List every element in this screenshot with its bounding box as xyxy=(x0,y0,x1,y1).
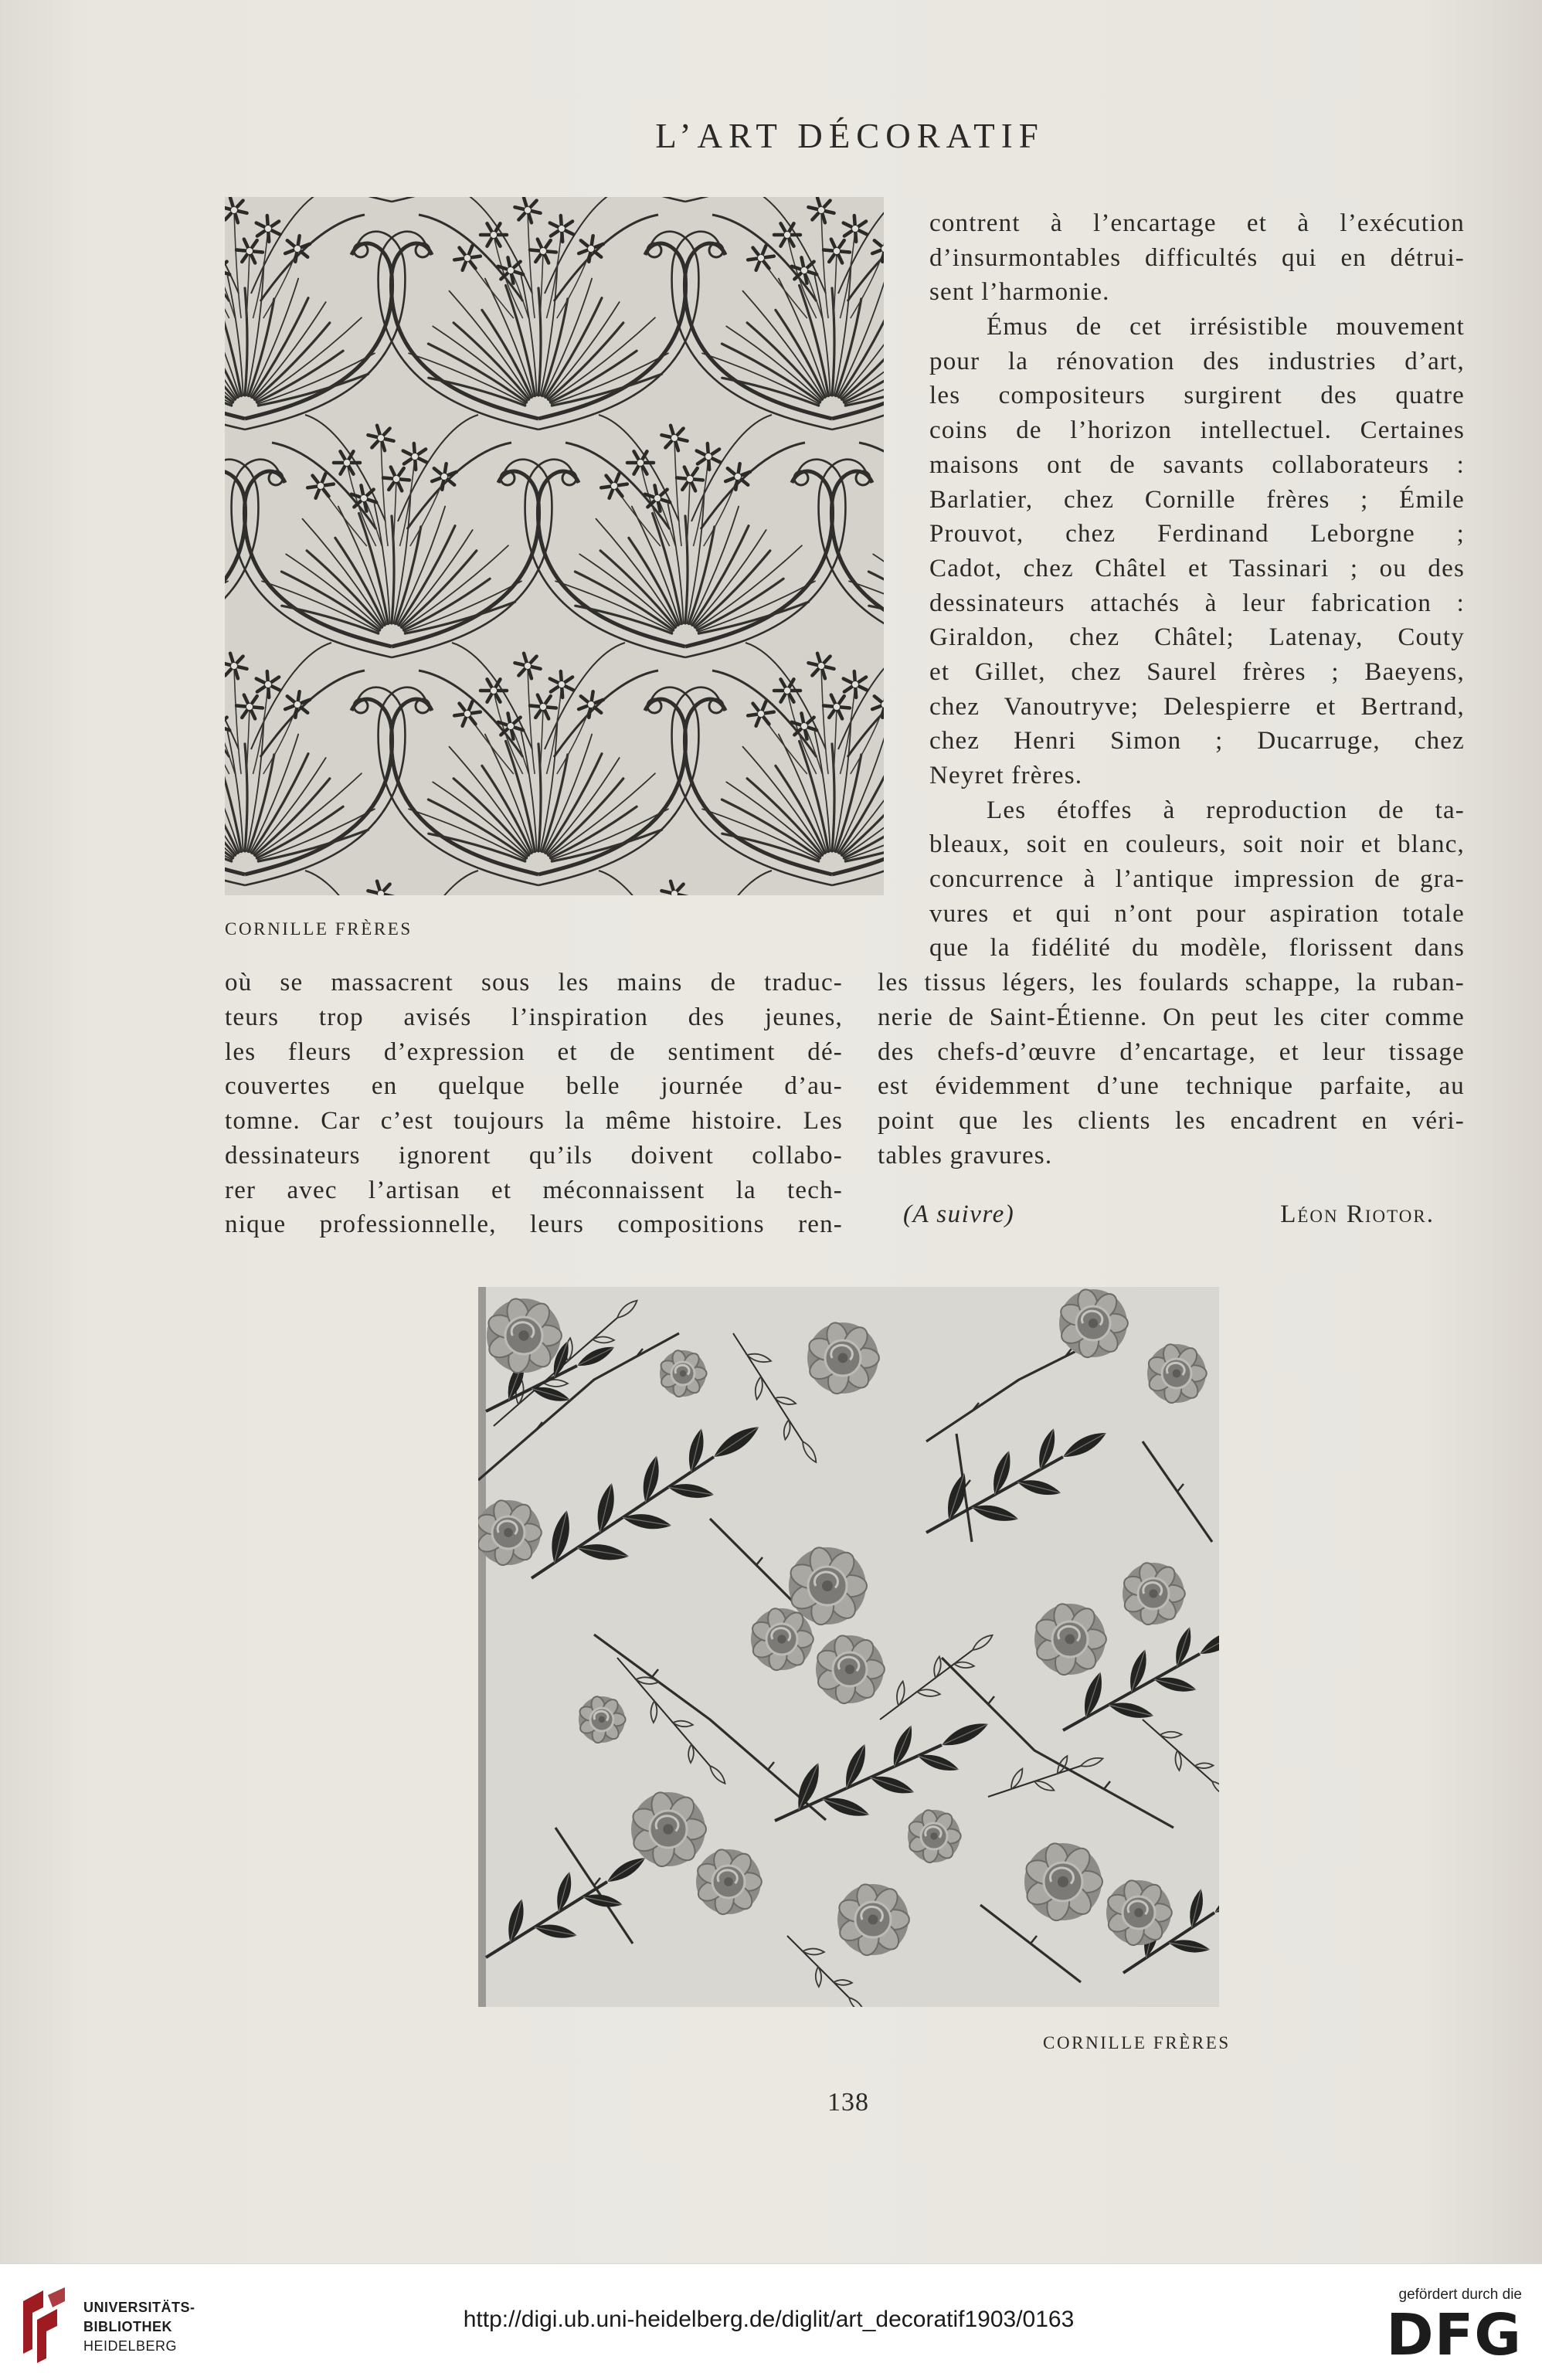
library-name xyxy=(83,2298,195,2356)
right-column-lower xyxy=(878,966,1465,1173)
text-line: des chefs-d’œuvre d’encartage, et leur tissage xyxy=(878,1037,1465,1066)
text-line: couvertes en quelque belle journée d’au- xyxy=(225,1072,843,1101)
text-line: rer avec l’artisan et méconnaissent la tech- xyxy=(225,1176,843,1204)
textile-rose-pattern-image xyxy=(478,1287,1219,2007)
text-line: nerie de Saint-Étienne. On peut les citer comme xyxy=(878,1003,1465,1032)
text-line: Les étoffes à reproduction de ta- xyxy=(987,796,1465,824)
text-line: bleaux, soit en couleurs, soit noir et blanc, xyxy=(929,830,1465,859)
funding-label: gefördert durch die xyxy=(1398,2287,1522,2303)
text-line: concurrence à l’antique impression de gra- xyxy=(929,865,1465,894)
dfg-logo: DFG xyxy=(1386,2302,1522,2368)
text-line: que la fidélité du modèle, florissent dans xyxy=(929,934,1465,963)
library-name-line: HEIDELBERG xyxy=(83,2338,178,2354)
library-name-line: BIBLIOTHEK xyxy=(83,2319,172,2334)
ub-heidelberg-logo-icon xyxy=(17,2284,71,2365)
library-name-line: UNIVERSITÄTS- xyxy=(83,2300,195,2315)
text-line: chez Henri Simon ; Ducarruge, chez xyxy=(929,727,1465,755)
text-line: est évidemment d’une technique parfaite, au xyxy=(878,1072,1465,1101)
text-line: Giraldon, chez Châtel; Latenay, Couty xyxy=(929,623,1465,652)
running-title: L’ART DÉCORATIF xyxy=(655,117,1044,155)
text-line: et Gillet, chez Saurel frères ; Baeyens, xyxy=(929,657,1465,686)
text-line: les tissus légers, les foulards schappe, la ruban- xyxy=(878,969,1465,997)
text-line: les compositeurs surgirent des quatre xyxy=(929,382,1465,410)
text-line: nique professionnelle, leurs compositions ren- xyxy=(225,1210,843,1239)
text-line: teurs trop avisés l’inspiration des jeunes, xyxy=(225,1003,843,1032)
text-line: les fleurs d’expression et de sentiment dé- xyxy=(225,1037,843,1066)
figure-caption: CORNILLE FRÈRES xyxy=(1043,2033,1231,2052)
text-line: maisons ont de savants collaborateurs : xyxy=(929,450,1465,479)
continued-note: (A suivre) xyxy=(903,1200,1015,1228)
digitization-footer xyxy=(0,2263,1542,2380)
textile-fan-iris-pattern-image xyxy=(225,197,884,895)
author-signature: Léon Riotor. xyxy=(1280,1200,1435,1228)
left-column xyxy=(225,966,843,1242)
text-line: Émus de cet irrésistible mouvement xyxy=(987,313,1465,341)
text-line: dessinateurs ignorent qu’ils doivent collabo- xyxy=(225,1141,843,1170)
text-line: coins de l’horizon intellectuel. Certaines xyxy=(929,416,1465,445)
text-line: dessinateurs attachés à leur fabrication : xyxy=(929,589,1465,617)
text-line: Barlatier, chez Cornille frères ; Émile xyxy=(929,485,1465,514)
text-line: chez Vanoutryve; Delespierre et Bertrand, xyxy=(929,692,1465,721)
right-column-upper xyxy=(929,206,1465,966)
text-line: sent l’harmonie. xyxy=(929,278,1110,307)
text-line: Cadot, chez Châtel et Tassinari ; ou des xyxy=(929,554,1465,582)
text-line: tomne. Car c’est toujours la même histoire. Les xyxy=(225,1107,843,1136)
page-number: 138 xyxy=(827,2088,869,2117)
text-line: Neyret frères. xyxy=(929,762,1083,789)
text-line: Prouvot, chez Ferdinand Leborgne ; xyxy=(929,520,1465,548)
text-line: tables gravures. xyxy=(878,1141,1053,1170)
text-line: vures et qui n’ont pour aspiration totale xyxy=(929,899,1465,928)
figure-caption: CORNILLE FRÈRES xyxy=(225,919,413,939)
permalink-url: http://digi.ub.uni-heidelberg.de/diglit/art_decoratif1903/0163 xyxy=(463,2307,1075,2332)
text-line: où se massacrent sous les mains de traduc- xyxy=(225,969,843,997)
text-line: d’insurmontables difficultés qui en détrui- xyxy=(929,243,1465,272)
text-line: pour la rénovation des industries d’art, xyxy=(929,347,1465,375)
text-line: contrent à l’encartage et à l’exécution xyxy=(929,209,1465,237)
text-line: point que les clients les encadrent en véri- xyxy=(878,1107,1465,1136)
